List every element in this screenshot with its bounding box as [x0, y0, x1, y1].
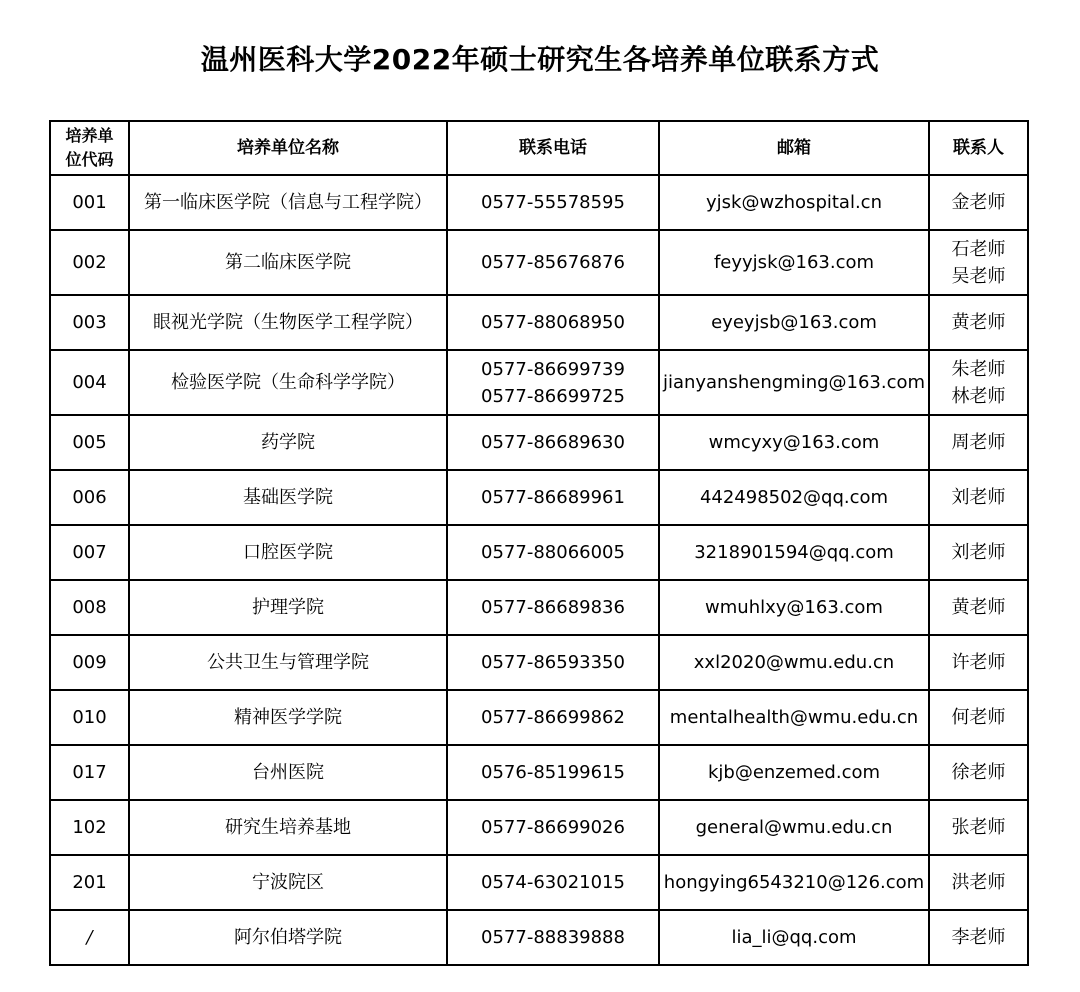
contact-person: 刘老师: [951, 542, 1006, 563]
cell-code: 008: [50, 580, 129, 635]
cell-code: 009: [50, 635, 129, 690]
table-row: [50, 855, 1028, 910]
cell-contact: [929, 635, 1028, 690]
contact-person: 金老师: [951, 192, 1006, 213]
cell-code: 102: [50, 800, 129, 855]
contact-person: 吴老师: [951, 265, 1006, 287]
phone-number: 0574-63021015: [481, 872, 625, 893]
column-header-contact: 联系人: [929, 121, 1028, 175]
table-row: [50, 580, 1028, 635]
cell-unit-name: 护理学院: [129, 580, 447, 635]
cell-phone: [447, 415, 659, 470]
contact-person: 林老师: [951, 385, 1006, 407]
column-header-code-line1: 培养单: [65, 126, 114, 145]
cell-contact: [929, 745, 1028, 800]
contact-person: 周老师: [951, 432, 1006, 453]
cell-contact: [929, 690, 1028, 745]
cell-email: 3218901594@qq.com: [659, 525, 929, 580]
cell-phone: [447, 230, 659, 295]
cell-phone: [447, 470, 659, 525]
column-header-name: 培养单位名称: [129, 121, 447, 175]
cell-email: general@wmu.edu.cn: [659, 800, 929, 855]
cell-unit-name: 宁波院区: [129, 855, 447, 910]
cell-code: 004: [50, 350, 129, 415]
cell-email: wmuhlxy@163.com: [659, 580, 929, 635]
phone-number: 0577-85676876: [481, 252, 625, 273]
table-row: [50, 295, 1028, 350]
cell-email: mentalhealth@wmu.edu.cn: [659, 690, 929, 745]
contact-person: 徐老师: [951, 762, 1006, 783]
table-row: [50, 800, 1028, 855]
cell-contact: [929, 350, 1028, 415]
table-row: [50, 230, 1028, 295]
cell-code: 003: [50, 295, 129, 350]
cell-contact: [929, 525, 1028, 580]
phone-number: 0577-88066005: [481, 542, 625, 563]
cell-phone: [447, 745, 659, 800]
page-title: 温州医科大学2022年硕士研究生各培养单位联系方式: [200, 43, 880, 76]
cell-phone: [447, 175, 659, 230]
cell-contact: [929, 580, 1028, 635]
table-row: [50, 350, 1028, 415]
table-row: [50, 745, 1028, 800]
table-row: [50, 175, 1028, 230]
cell-contact: [929, 855, 1028, 910]
table-header-row: [50, 121, 1028, 175]
cell-phone: [447, 855, 659, 910]
cell-unit-name: 台州医院: [129, 745, 447, 800]
cell-email: lia_li@qq.com: [659, 910, 929, 965]
phone-number: 0577-55578595: [481, 192, 625, 213]
cell-phone: [447, 910, 659, 965]
cell-code: 002: [50, 230, 129, 295]
cell-code: 006: [50, 470, 129, 525]
table-row: [50, 525, 1028, 580]
cell-phone: [447, 800, 659, 855]
cell-unit-name: 药学院: [129, 415, 447, 470]
phone-number: 0577-86689961: [481, 487, 625, 508]
contacts-table: [49, 120, 1029, 966]
cell-email: jianyanshengming@163.com: [659, 350, 929, 415]
cell-phone: [447, 295, 659, 350]
phone-number: 0577-86699026: [481, 817, 625, 838]
cell-phone: [447, 635, 659, 690]
contact-person: 朱老师: [951, 358, 1006, 380]
cell-email: eyeyjsb@163.com: [659, 295, 929, 350]
table-row: [50, 635, 1028, 690]
cell-email: kjb@enzemed.com: [659, 745, 929, 800]
table-row: [50, 910, 1028, 965]
cell-contact: [929, 910, 1028, 965]
phone-number: 0577-86593350: [481, 652, 625, 673]
column-header-code-line2: 位代码: [65, 150, 114, 169]
table-body: [50, 175, 1028, 965]
phone-number: 0577-86699862: [481, 707, 625, 728]
cell-contact: [929, 295, 1028, 350]
contact-person: 刘老师: [951, 487, 1006, 508]
cell-phone: [447, 580, 659, 635]
cell-code: 007: [50, 525, 129, 580]
cell-code: 017: [50, 745, 129, 800]
cell-email: wmcyxy@163.com: [659, 415, 929, 470]
cell-unit-name: 公共卫生与管理学院: [129, 635, 447, 690]
cell-code: 010: [50, 690, 129, 745]
cell-email: yjsk@wzhospital.cn: [659, 175, 929, 230]
cell-email: hongying6543210@126.com: [659, 855, 929, 910]
contact-person: 石老师: [951, 238, 1006, 260]
phone-number: 0577-88839888: [481, 927, 625, 948]
contact-person: 李老师: [951, 927, 1006, 948]
contact-person: 何老师: [951, 707, 1006, 728]
column-header-phone: 联系电话: [447, 121, 659, 175]
cell-code: /: [50, 910, 129, 965]
cell-email: 442498502@qq.com: [659, 470, 929, 525]
cell-unit-name: 精神医学学院: [129, 690, 447, 745]
cell-phone: [447, 525, 659, 580]
cell-contact: [929, 175, 1028, 230]
phone-number: 0577-86699725: [481, 385, 625, 407]
cell-unit-name: 阿尔伯塔学院: [129, 910, 447, 965]
cell-code: 201: [50, 855, 129, 910]
cell-contact: [929, 415, 1028, 470]
cell-unit-name: 研究生培养基地: [129, 800, 447, 855]
cell-phone: [447, 350, 659, 415]
cell-email: xxl2020@wmu.edu.cn: [659, 635, 929, 690]
cell-unit-name: 检验医学院（生命科学学院）: [129, 350, 447, 415]
column-header-code: [50, 121, 129, 175]
phone-number: 0576-85199615: [481, 762, 625, 783]
cell-email: feyyjsk@163.com: [659, 230, 929, 295]
table-row: [50, 690, 1028, 745]
cell-unit-name: 第一临床医学院（信息与工程学院）: [129, 175, 447, 230]
contact-person: 许老师: [951, 652, 1006, 673]
cell-unit-name: 眼视光学院（生物医学工程学院）: [129, 295, 447, 350]
cell-contact: [929, 470, 1028, 525]
contact-person: 黄老师: [951, 597, 1006, 618]
cell-contact: [929, 800, 1028, 855]
phone-number: 0577-86699739: [481, 358, 625, 380]
column-header-email: 邮箱: [659, 121, 929, 175]
cell-code: 001: [50, 175, 129, 230]
cell-unit-name: 口腔医学院: [129, 525, 447, 580]
table-row: [50, 415, 1028, 470]
cell-code: 005: [50, 415, 129, 470]
phone-number: 0577-88068950: [481, 312, 625, 333]
phone-number: 0577-86689836: [481, 597, 625, 618]
cell-phone: [447, 690, 659, 745]
table-row: [50, 470, 1028, 525]
cell-unit-name: 第二临床医学院: [129, 230, 447, 295]
contact-person: 洪老师: [951, 872, 1006, 893]
cell-unit-name: 基础医学院: [129, 470, 447, 525]
cell-contact: [929, 230, 1028, 295]
contact-person: 黄老师: [951, 312, 1006, 333]
phone-number: 0577-86689630: [481, 432, 625, 453]
contact-person: 张老师: [951, 817, 1006, 838]
